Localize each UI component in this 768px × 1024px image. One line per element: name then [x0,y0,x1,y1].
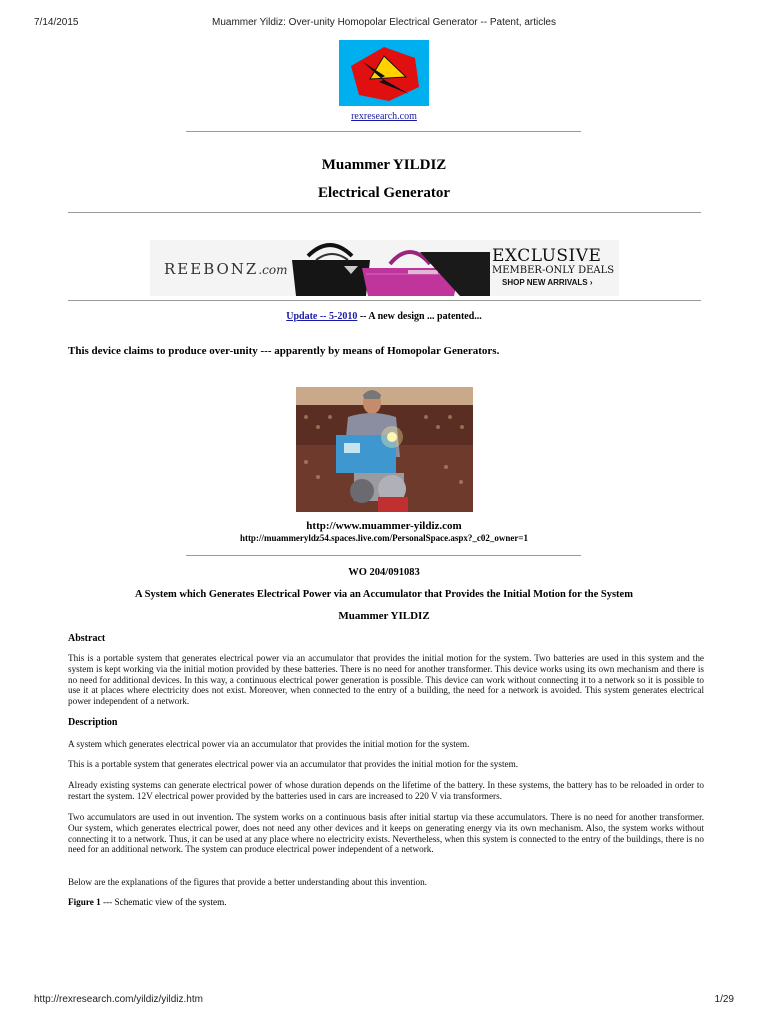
ad-subline: MEMBER-ONLY DEALS [492,265,615,276]
print-url: http://rexresearch.com/yildiz/yildiz.htm [34,994,203,1005]
print-header [0,17,768,31]
handbags-image [290,240,490,296]
rexresearch-logo[interactable] [339,40,429,106]
divider [186,555,581,556]
page-number: 1/29 [714,994,734,1005]
lightning-logo-icon [339,40,429,106]
spaces-url[interactable]: http://muammeryldz54.spaces.live.com/PersonalSpace.aspx?_c02_owner=1 [239,533,529,543]
inventor-photo [296,387,473,512]
description-paragraph: Below are the explanations of the figures that provide a better understanding about this invention. [68,877,427,887]
print-date: 7/14/2015 [34,17,79,28]
patent-title: A System which Generates Electrical Power via an Accumulator that Provides the Initial Motion for the System [135,589,633,600]
abstract-text: This is a portable system that generates electrical power via an accumulator that provides the initial motion for the system. Two batteries are used in this system and the system is kept working via the initial motion provided by these batteries. There is no need for another transformer. This device works using its own mechanism and there is no need for additional devices. In this way, a continuous electrical power generation is possible. This device can work without connecting it to a network so it is possible to use it at places where electricity does not exist. Moreover, when connected to the entry of a building, the need for a network is avoided. This system generates electrical power independent of a network. [68,653,704,707]
ad-headline: EXCLUSIVE [492,246,602,266]
ad-banner[interactable] [150,240,619,296]
description-paragraph: Two accumulators are used in out invention. The system works on a continuous basis after initial startup via these accumulators. There is no need for another transformer. Our system, which generates electrical power, does not need any other devices and it keeps on generating energy via its own mechanism. Also, the system works without connecting it to a network. Thus, it can be used at any place where no electricity exists. Nevertheless, when this system is connected to the entry of the buildings, there is no need for an additional network. The system can produce electrical power independent of a network. [68,812,704,855]
claim-statement: This device claims to produce over-unity --- apparently by means of Homopolar Generators. [68,345,500,357]
ad-cta-link[interactable]: SHOP NEW ARRIVALS › [502,278,593,287]
description-paragraph: Already existing systems can generate electrical power of whose duration depends on the lifetime of the battery. In these systems, the battery has to be reloaded in order to restart the system. 12V electrical power provided by the batteries used in cars are increased to 220 V via transformers. [68,780,704,801]
description-paragraph: A system which generates electrical power via an accumulator that provides the initial motion for the system. [68,739,470,749]
ad-brand: REEBONZ.com [164,260,288,278]
patent-number: WO 204/091083 [348,567,420,578]
divider [68,300,701,301]
description-heading: Description [68,717,118,728]
divider [186,131,581,132]
update-line [0,311,768,322]
inventor-photo-image [296,387,473,512]
update-link[interactable]: Update -- 5-2010 [286,311,358,322]
site-link-container [0,111,768,122]
website-url[interactable]: http://www.muammer-yildiz.com [306,520,462,532]
figure-1-label: Figure 1 [68,897,101,907]
update-text: -- A new design ... patented... [357,311,482,322]
figure-1-text: --- Schematic view of the system. [100,897,227,907]
print-footer [0,994,768,1008]
figure-1-caption [68,897,227,907]
print-title: Muammer Yildiz: Over-unity Homopolar Electrical Generator -- Patent, articles [211,17,556,28]
description-paragraph: This is a portable system that generates electrical power via an accumulator that provides the initial motion for the system. [68,759,519,769]
page-title: Muammer YILDIZ [321,157,447,173]
divider [68,212,701,213]
site-link[interactable]: rexresearch.com [351,111,417,122]
abstract-heading: Abstract [68,633,106,644]
page-subtitle: Electrical Generator [317,185,451,201]
patent-author: Muammer YILDIZ [338,610,430,622]
